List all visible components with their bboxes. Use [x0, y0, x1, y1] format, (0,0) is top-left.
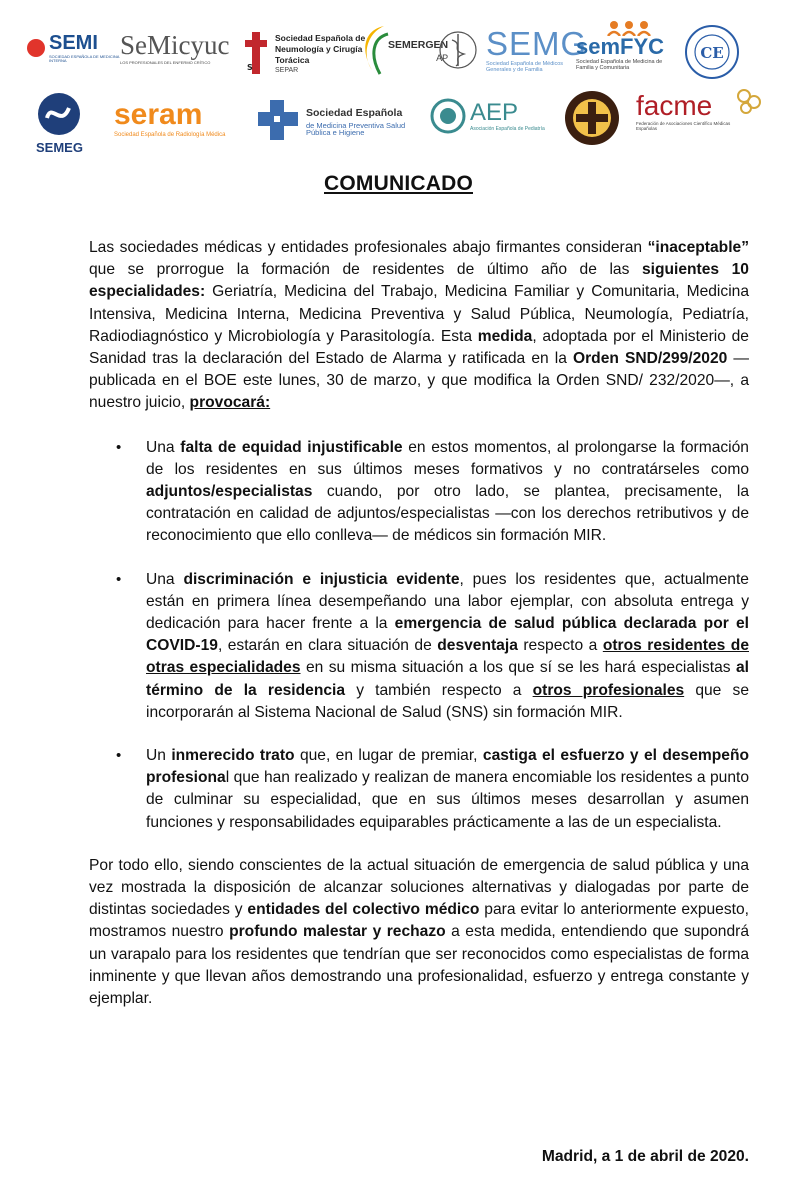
intro-bold-2: siguientes 10 especialidades:: [89, 261, 749, 301]
bullet2-text-4: respecto a: [517, 637, 603, 655]
list-item: [89, 745, 749, 834]
bullet3-text-3: l que han realizado y realizan de manera encomiable los residentes a punto de culminar su especialidad, que en sus últimos meses desarrollan y asumen funciones y responsabilidades equiparables prácticamente a las de un especialista.: [146, 769, 749, 831]
intro-bold-3: medida: [477, 327, 533, 345]
bullet2-bold-5: al término de la residencia: [146, 659, 749, 699]
bullet-dot-icon: •: [116, 747, 122, 765]
intro-bold-5: provocará:: [189, 394, 271, 412]
semi-name: SEMI: [49, 32, 98, 54]
closing-text-1: Por todo ello, siendo conscientes de la actual situación de emergencia de salud pública y una vez mostrada la disposición de alcanzar soluciones alternativas y dialogadas por parte de distintas sociedades y: [89, 856, 749, 919]
semeg-circle-icon: [37, 92, 81, 136]
bullet2-text-6: y también respecto a: [345, 681, 533, 699]
bullet2-bold-4: otros residentes de otras especialidades: [146, 637, 749, 677]
semergen-sub: AP: [436, 52, 449, 63]
semfyc-sub: Sociedad Española de Medicina de Familia y Comunitaria: [576, 59, 663, 71]
aep-circle-icon: [430, 98, 466, 134]
bullet3-text-2: que, en lugar de premiar,: [294, 747, 483, 765]
communique-body: [89, 237, 749, 1010]
list-item: [89, 569, 749, 724]
logo-semppsh: [256, 98, 416, 142]
intro-text-2: que se prorrogue la formación de residentes de último año de las: [89, 261, 642, 279]
list-item: [89, 437, 749, 548]
bullet3-text-1: Un: [146, 747, 172, 765]
semergen-name: SEMERGEN: [388, 38, 449, 51]
intro-text-3: Geriatría, Medicina del Trabajo, Medicina Familiar y Comunitaria, Medicina Intensiva, Medicina Interna, Medicina Preventiva y Salud Pública, Neumología, Pediatría, Radiodiagnóstico y Microbiología y Parasitología. Esta: [89, 283, 749, 345]
logo-semergen: [354, 20, 448, 78]
bullet2-bold-2: emergencia de salud pública declarada por el COVID-19: [146, 615, 749, 655]
bullet1-text-3: cuando, por otro lado, se plantea, precisamente, la contratación en calidad de adjuntos/especialistas —con los derechos retributivos y de reconocimiento que ello conlleva— de médicos sin formación MIR.: [146, 483, 749, 545]
bullet2-text-1: Una: [146, 570, 184, 588]
closing-paragraph: [89, 855, 749, 1010]
page-title: COMUNICADO: [324, 172, 473, 195]
svg-text:S: S: [247, 63, 253, 72]
aep-name: AEP: [470, 98, 519, 126]
facme-name: facme: [636, 90, 713, 121]
consequences-list: [89, 437, 749, 834]
snake-emblem-logo: [438, 28, 478, 72]
bullet3-bold-2: castiga el esfuerzo y el desempeño profesiona: [146, 747, 749, 787]
bullet-dot-icon: •: [116, 570, 122, 588]
bullet3-bold-1: inmerecido trato: [171, 747, 295, 765]
semg-sub: Sociedad Española de Médicos Generales y de Familia: [486, 61, 564, 73]
semicyuc-sub: LOS PROFESIONALES DEL ENFERMO CRÍTICO: [120, 60, 211, 65]
closing-bold-1: entidades del colectivo médico: [247, 901, 480, 919]
logo-seram: [114, 100, 225, 138]
logo-aep: [430, 98, 545, 134]
intro-text-5: —publicada en el BOE este lunes, 30 de marzo, y que modifica la Orden SND/ 232/2020—, a nuestro juicio,: [89, 350, 749, 412]
bullet1-bold-2: adjuntos/especialistas: [146, 483, 313, 501]
bullet2-text-7: que se incorporarán al Sistema Nacional de Salud (SNS) sin formación MIR.: [146, 681, 749, 721]
bullet-dot-icon: •: [116, 438, 122, 456]
closing-bold-2: profundo malestar y rechazo: [229, 923, 446, 941]
facme-circles-icon: [734, 86, 764, 116]
semppsh-sub: de Medicina Preventiva Salud Pública e Higiene: [306, 120, 406, 137]
intro-text-1: Las sociedades médicas y entidades profesionales abajo firmantes consideran: [89, 239, 648, 256]
aep-sub: Asociación Española de Pediatría: [470, 125, 545, 132]
semeg-name: SEMEG: [36, 140, 83, 155]
intro-bold-1: “inaceptable”: [647, 239, 749, 256]
bullet1-text-1: Una: [146, 438, 181, 456]
semi-sub: SOCIEDAD ESPAÑOLA DE MEDICINA INTERNA: [49, 54, 120, 63]
semergen-swirl-icon: [354, 20, 392, 78]
logo-semeg: [36, 92, 83, 155]
bullet2-bold-1: discriminación e injusticia evidente: [183, 570, 460, 588]
bullet2-bold-3: desventaja: [437, 637, 518, 655]
intro-paragraph: [89, 237, 749, 415]
bullet2-bold-6: otros profesionales: [532, 681, 685, 699]
seram-sub: Sociedad Española de Radiología Médica: [114, 132, 226, 138]
separ-cross-icon: [244, 30, 268, 76]
bullet2-text-5: en su misma situación a los que sí se les hará especialistas: [300, 659, 736, 677]
closing-text-3: a esta medida, entendiendo que supondrá un varapalo para los residentes que tendrían que ser reconocidos como especialistas de forma inminente y que llevan años demostrando una profesionalidad, esfuerzo y entrega constante y ejemplar.: [89, 923, 750, 1008]
intro-bold-4: Orden SND/299/2020: [572, 350, 728, 368]
closing-text-2: para evitar lo anteriormente expuesto, mostramos nuestro: [89, 901, 749, 941]
semicyuc-name: SeMicyuc: [120, 30, 230, 60]
signoff-date: Madrid, a 1 de abril de 2020.: [541, 1148, 749, 1165]
cross-badge-logo: [562, 90, 622, 146]
bullet1-bold-1: falta de equidad injustificable: [180, 438, 403, 456]
semfyc-name: semFYC: [576, 34, 665, 59]
separ-name: Sociedad Española de Neumología y Cirugía Torácica: [275, 32, 366, 65]
bullet2-text-2: , pues los residentes que, actualmente están en primera línea desempeñando una labor ejemplar, con absoluta entrega y dedicación para hacer frente a la: [146, 570, 749, 633]
semi-circle-icon: [26, 38, 46, 58]
semppsh-cross-icon: [256, 98, 300, 142]
separ-sub: SEPAR: [275, 66, 299, 74]
bullet1-text-2: en estos momentos, al prolongarse la formación de los residentes en sus últimos meses formativos y no contratárseles como: [146, 438, 749, 478]
logo-facme: [636, 92, 764, 131]
semppsh-name: Sociedad Española: [306, 106, 403, 119]
logo-semg: [486, 27, 587, 73]
bullet2-text-3: , estarán en clara situación de: [217, 637, 438, 655]
logo-semfyc: [576, 20, 676, 71]
semg-name: SEMG: [486, 25, 588, 62]
seal-emblem-logo: [684, 24, 740, 80]
logo-semicyuc: [120, 32, 229, 65]
seram-name: seram: [114, 98, 203, 131]
svg-text:CE: CE: [700, 44, 724, 62]
facme-sub: Federación de Asociaciones Científico Médicas Españolas: [636, 121, 731, 131]
logo-banner: [0, 0, 797, 165]
intro-text-4: , adoptada por el Ministerio de Sanidad tras la declaración del Estado de Alarma y ratificada en la: [89, 327, 749, 368]
